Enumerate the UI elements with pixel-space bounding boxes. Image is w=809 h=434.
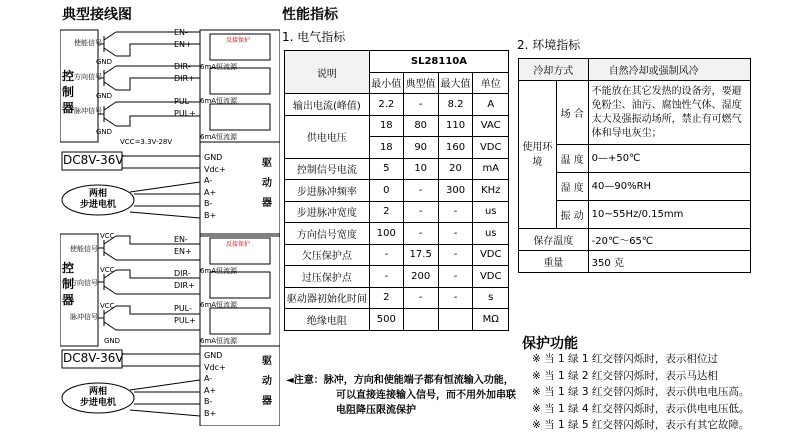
vib-label: 振 动 — [556, 201, 588, 229]
power-label-2: DC8V-36V — [63, 351, 124, 365]
list-item: ※ 当 1 绿 1 红交替闪烁时，表示相位过 — [532, 353, 718, 365]
protection-title: 保护功能 — [522, 336, 578, 352]
controller-label-2: 控 制 器 — [62, 261, 75, 307]
table-row: 欠压保护点 - 17.5 - VDC — [285, 244, 509, 266]
note-line-3: 电阻降压限流保护 — [336, 405, 416, 416]
electrical-table — [284, 50, 509, 331]
motor-label-2: 两相 步进电机 — [79, 387, 116, 408]
vcc-label-2b: VCC — [100, 266, 115, 274]
driver-label-1: 驱 动 器 — [262, 158, 272, 209]
wiring-title: 典型接线图 — [62, 7, 132, 23]
environment-table — [518, 58, 751, 273]
weight-value: 350 克 — [588, 251, 750, 273]
gnd-label-1b: GND — [96, 92, 113, 100]
weight-label: 重量 — [519, 251, 589, 273]
gnd-label-1c: GND — [96, 128, 113, 136]
direction-signal-label-2: 方向信号 — [70, 279, 98, 287]
enable-signal-label-2: 使能信号 — [70, 245, 98, 253]
pulse-signal-label-2: 脉冲信号 — [70, 313, 98, 321]
header-typ: 典型值 — [403, 72, 438, 94]
power-label-1: DC8V-36V — [63, 153, 124, 167]
header-max: 最大值 — [438, 72, 473, 94]
current-source-2a: 6mA恒流源 — [200, 267, 238, 275]
wiring-diagrams — [60, 22, 280, 426]
current-source-1c: 6mA恒流源 — [200, 133, 238, 141]
site-value: 不能放在其它发热的设备旁，要避免粉尘、油污、腐蚀性气体、湿度太大及强振动场所，禁止有可燃气体和导电灰尘； — [588, 81, 750, 145]
table-row: 步进脉冲宽度 2 - - us — [285, 201, 509, 223]
electrical-subtitle: 1. 电气指标 — [282, 30, 346, 44]
current-source-1a: 6mA恒流源 — [200, 63, 238, 71]
performance-title: 性能指标 — [282, 7, 338, 23]
current-source-2c: 6mA恒流源 — [200, 337, 238, 345]
power-pins-2: GND Vdc+ A- A+ B- B+ — [204, 351, 226, 418]
header-model: SL28110A — [369, 51, 508, 73]
pulse-signal-label-1: 脉冲信号 — [74, 107, 102, 115]
temp-value: 0—+50℃ — [588, 145, 750, 173]
humid-label: 湿 度 — [556, 173, 588, 201]
table-row: 输出电流(峰值) 2.2 - 8.2 A — [285, 94, 509, 116]
header-min: 最小值 — [369, 72, 403, 94]
vcc-label-2a: VCC — [100, 232, 115, 240]
note-line-2: 可以直接连接输入信号，而不用外加串联 — [336, 390, 516, 401]
protect-label-2: 反接保护 — [226, 241, 251, 248]
table-row: 绝缘电阻 500 MΩ — [285, 309, 509, 331]
vcc-note: VCC=3.3V-28V — [120, 138, 173, 146]
current-source-1b: 6mA恒流源 — [200, 97, 238, 105]
gnd-label-1a: GND — [96, 58, 113, 66]
list-item: ※ 当 1 绿 4 红交替闪烁时，表示供电电压低。 — [532, 402, 750, 415]
header-unit: 单位 — [473, 72, 509, 94]
table-row: 步进脉冲频率 0 - 300 KHz — [285, 180, 509, 202]
site-label: 场 合 — [556, 81, 588, 145]
table-row: 控制信号电流 5 10 20 mA — [285, 158, 509, 180]
table-row: 驱动器初始化时间 2 - - s — [285, 287, 509, 309]
use-env-label: 使用环境 — [519, 81, 557, 229]
humid-value: 40—90%RH — [588, 173, 750, 201]
table-row: 方向信号宽度 100 - - us — [285, 223, 509, 245]
table-row: 过压保护点 - 200 - VDC — [285, 266, 509, 288]
cooling-label: 冷却方式 — [519, 59, 589, 81]
pin-labels-1: EN- EN+ DIR- DIR+ PUL- PUL+ — [174, 28, 196, 118]
driver-input-box-2 — [200, 234, 280, 346]
current-source-2b: 6mA恒流源 — [200, 301, 238, 309]
temp-label: 温 度 — [556, 145, 588, 173]
list-item: ※ 当 1 绿 2 红交替闪烁时，表示马达相 — [532, 369, 718, 382]
protection-list — [532, 351, 749, 434]
environment-subtitle: 2. 环境指标 — [517, 38, 581, 52]
storage-value: -20℃～65℃ — [588, 229, 750, 251]
motor-label-1: 两相 步进电机 — [79, 189, 116, 210]
storage-label: 保存温度 — [519, 229, 589, 251]
note-line-1: 脉冲，方向和使能端子都有恒流输入功能， — [323, 375, 514, 386]
protect-label-1: 反接保护 — [226, 37, 251, 44]
driver-label-2: 驱 动 器 — [262, 356, 272, 407]
list-item: ※ 当 1 绿 5 红交替闪烁时，表示有其它故障。 — [532, 419, 750, 431]
enable-signal-label-1: 使能信号 — [74, 39, 102, 47]
list-item: ※ 当 1 绿 3 红交替闪烁时，表示供电电压高。 — [532, 386, 750, 398]
table-row: 18 90 160 VDC — [285, 137, 509, 159]
cooling-value: 自然冷却或强制风冷 — [588, 59, 750, 81]
power-pins-1: GND Vdc+ A- A+ B- B+ — [204, 153, 226, 220]
direction-signal-label-1: 方向信号 — [74, 73, 102, 81]
pin-labels-2: EN- EN+ DIR- DIR+ PUL- PUL+ — [174, 235, 196, 325]
vcc-label-2c: VCC — [100, 302, 115, 310]
header-desc: 说明 — [285, 51, 370, 94]
controller-label-1: 控 制 器 — [62, 69, 75, 115]
driver-input-box-1 — [200, 30, 280, 142]
vib-value: 10~55Hz/0.15mm — [588, 201, 750, 229]
table-row: 供电电压 18 80 110 VAC — [285, 115, 509, 137]
note-block — [286, 373, 516, 418]
gnd-label-2: GND — [104, 337, 121, 345]
note-label: ◄注意： — [286, 375, 324, 386]
